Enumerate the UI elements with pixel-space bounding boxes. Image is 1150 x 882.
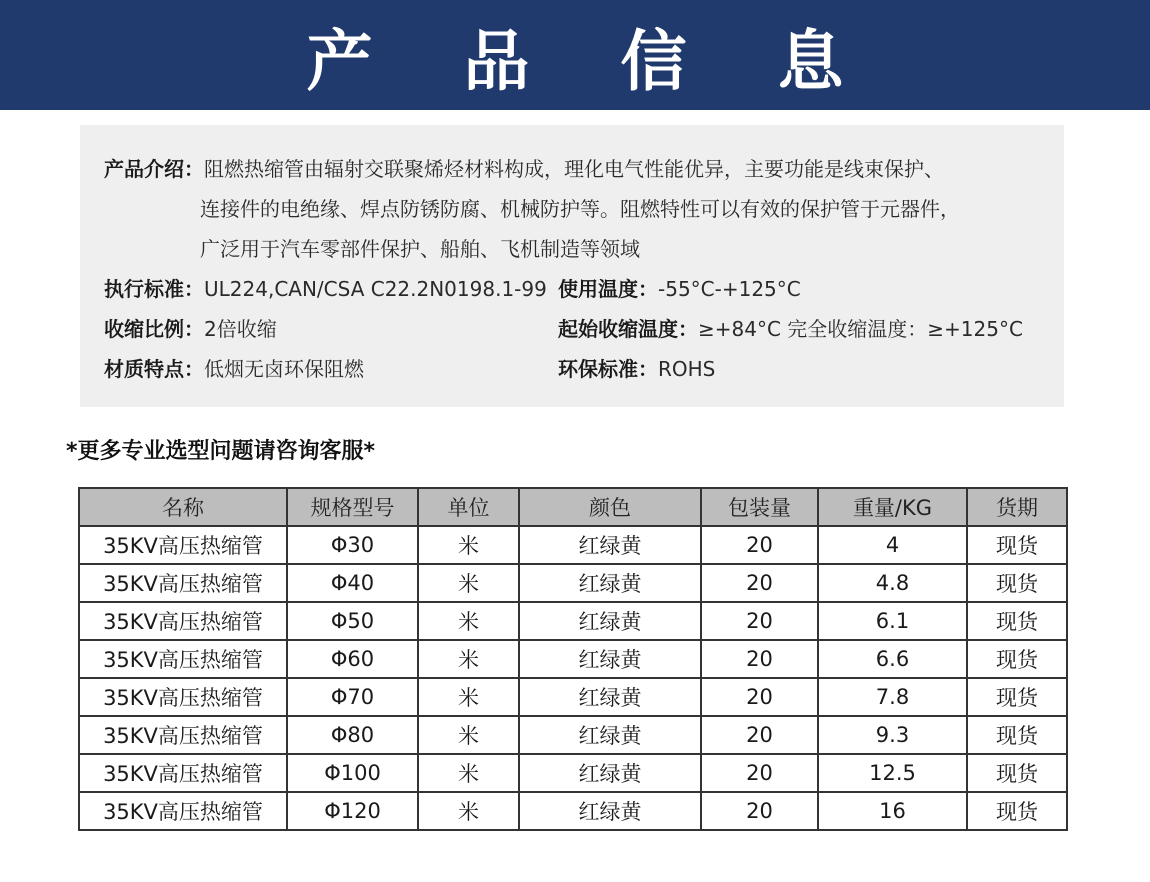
table-row: [79, 526, 1067, 564]
eco-label: 环保标准：: [558, 357, 658, 381]
material-value: 低烟无卤环保阻燃: [204, 357, 364, 381]
material-label: 材质特点：: [104, 357, 204, 381]
ratio-row: [104, 317, 277, 341]
cell-weight: 12.5: [818, 754, 967, 792]
spec-table: [78, 487, 1068, 831]
ratio-label: 收缩比例：: [104, 317, 204, 341]
cell-unit: 米: [418, 678, 519, 716]
header-color: 颜色: [519, 488, 701, 526]
table-row: [79, 564, 1067, 602]
cell-color: 红绿黄: [519, 678, 701, 716]
cell-weight: 7.8: [818, 678, 967, 716]
cell-unit: 米: [418, 564, 519, 602]
eco-row: [558, 357, 715, 381]
header-pack: 包装量: [701, 488, 818, 526]
cell-weight: 9.3: [818, 716, 967, 754]
header-delivery: 货期: [967, 488, 1067, 526]
cell-delivery: 现货: [967, 792, 1067, 830]
cell-delivery: 现货: [967, 754, 1067, 792]
cell-name: 35KV高压热缩管: [79, 602, 287, 640]
cell-unit: 米: [418, 640, 519, 678]
cell-color: 红绿黄: [519, 602, 701, 640]
cell-unit: 米: [418, 754, 519, 792]
cell-model: Φ30: [287, 526, 418, 564]
cell-delivery: 现货: [967, 640, 1067, 678]
page-title: 产 品 信 息: [306, 22, 878, 100]
temp-label: 使用温度：: [558, 277, 658, 301]
cell-delivery: 现货: [967, 602, 1067, 640]
cell-name: 35KV高压热缩管: [79, 792, 287, 830]
cell-name: 35KV高压热缩管: [79, 564, 287, 602]
standard-row: [104, 277, 547, 301]
header-unit: 单位: [418, 488, 519, 526]
cell-color: 红绿黄: [519, 526, 701, 564]
cell-unit: 米: [418, 602, 519, 640]
table-row: [79, 792, 1067, 830]
table-row: [79, 754, 1067, 792]
table-row: [79, 640, 1067, 678]
cell-pack: 20: [701, 564, 818, 602]
table-row: [79, 678, 1067, 716]
cell-weight: 4: [818, 526, 967, 564]
cell-delivery: 现货: [967, 564, 1067, 602]
cell-weight: 6.6: [818, 640, 967, 678]
table-row: [79, 602, 1067, 640]
title-banner: [0, 0, 1150, 110]
cell-model: Φ120: [287, 792, 418, 830]
standard-value: UL224,CAN/CSA C22.2N0198.1-99: [204, 277, 547, 301]
intro-label: 产品介绍：: [104, 157, 204, 181]
cell-name: 35KV高压热缩管: [79, 526, 287, 564]
cell-weight: 6.1: [818, 602, 967, 640]
cell-pack: 20: [701, 602, 818, 640]
table-row: [79, 716, 1067, 754]
cell-delivery: 现货: [967, 678, 1067, 716]
cell-color: 红绿黄: [519, 640, 701, 678]
temp-row: [558, 277, 801, 301]
cell-name: 35KV高压热缩管: [79, 754, 287, 792]
header-name: 名称: [79, 488, 287, 526]
cell-weight: 16: [818, 792, 967, 830]
cell-model: Φ60: [287, 640, 418, 678]
cell-color: 红绿黄: [519, 792, 701, 830]
standard-label: 执行标准：: [104, 277, 204, 301]
cell-model: Φ50: [287, 602, 418, 640]
intro-text-1: 阻燃热缩管由辐射交联聚烯烃材料构成，理化电气性能优异，主要功能是线束保护、: [204, 157, 944, 181]
cell-unit: 米: [418, 526, 519, 564]
cell-color: 红绿黄: [519, 564, 701, 602]
cell-color: 红绿黄: [519, 716, 701, 754]
ratio-value: 2倍收缩: [204, 317, 277, 341]
cell-model: Φ70: [287, 678, 418, 716]
shrink-value: ≥+84°C 完全收缩温度：≥+125°C: [698, 317, 1023, 341]
eco-value: ROHS: [658, 357, 716, 381]
cell-model: Φ80: [287, 716, 418, 754]
intro-text-2: 连接件的电绝缘、焊点防锈防腐、机械防护等。阻燃特性可以有效的保护管于元器件，: [200, 197, 960, 221]
cell-unit: 米: [418, 792, 519, 830]
header-model: 规格型号: [287, 488, 418, 526]
table-body: [79, 526, 1067, 830]
cell-model: Φ100: [287, 754, 418, 792]
cell-name: 35KV高压热缩管: [79, 678, 287, 716]
shrink-temp-row: [558, 317, 1023, 341]
table-header-row: [79, 488, 1067, 526]
cell-pack: 20: [701, 526, 818, 564]
shrink-label: 起始收缩温度：: [558, 317, 698, 341]
cell-weight: 4.8: [818, 564, 967, 602]
intro-text-3: 广泛用于汽车零部件保护、船舶、飞机制造等领域: [200, 237, 640, 261]
cell-pack: 20: [701, 792, 818, 830]
cell-name: 35KV高压热缩管: [79, 716, 287, 754]
product-info-panel: [80, 125, 1064, 407]
cell-unit: 米: [418, 716, 519, 754]
cell-pack: 20: [701, 716, 818, 754]
cell-pack: 20: [701, 678, 818, 716]
intro-line-1: [104, 157, 944, 181]
cell-delivery: 现货: [967, 526, 1067, 564]
consult-note: *更多专业选型问题请咨询客服*: [66, 439, 376, 464]
cell-color: 红绿黄: [519, 754, 701, 792]
cell-pack: 20: [701, 640, 818, 678]
header-weight: 重量/KG: [818, 488, 967, 526]
cell-pack: 20: [701, 754, 818, 792]
cell-model: Φ40: [287, 564, 418, 602]
material-row: [104, 357, 364, 381]
temp-value: -55°C-+125°C: [658, 277, 801, 301]
cell-delivery: 现货: [967, 716, 1067, 754]
cell-name: 35KV高压热缩管: [79, 640, 287, 678]
